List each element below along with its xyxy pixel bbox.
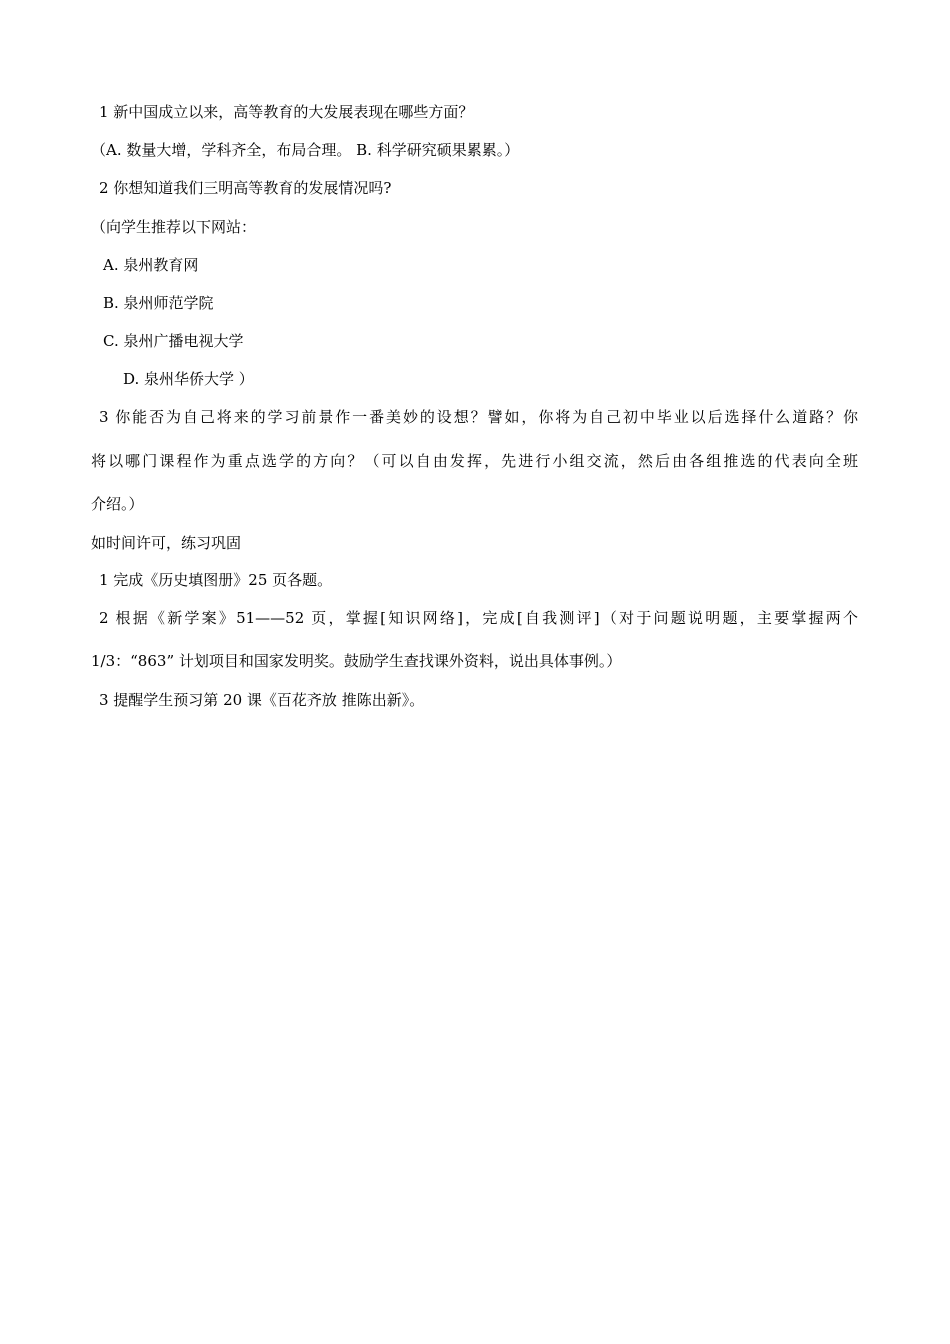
practice-item-2-line-1: 2 根据《新学案》51——52 页，掌握[知识网络]，完成[自我测评]（对于问题说明题，主要掌握两个 [99,609,858,627]
practice-item-2-line-2: 1/3：“863” 计划项目和国家发明奖。鼓励学生查找课外资料，说出具体事例。） [91,652,622,670]
website-item-c: C. 泉州广播电视大学 [103,332,244,350]
practice-heading: 如时间许可，练习巩固 [91,534,242,552]
question-2-line: 2 你想知道我们三明高等教育的发展情况吗? [99,179,392,197]
practice-item-1: 1 完成《历史填图册》25 页各题。 [99,571,333,589]
question-3-line-3: 介绍。） [91,495,144,513]
question-3-line-2: 将以哪门课程作为重点选学的方向？（可以自由发挥，先进行小组交流，然后由各组推选的代表向全班 [91,452,858,470]
answer-1-line: （A. 数量大增，学科齐全，布局合理。 B. 科学研究硕果累累。） [91,141,520,159]
website-item-d: D. 泉州华侨大学 ） [123,370,254,388]
practice-item-3: 3 提醒学生预习第 20 课《百花齐放 推陈出新》。 [99,691,425,709]
question-3-line-1: 3 你能否为自己将来的学习前景作一番美妙的设想？譬如，你将为自己初中毕业以后选择什么道路？你 [99,408,858,426]
website-item-a: A. 泉州教育网 [103,256,199,274]
website-intro-line: （向学生推荐以下网站： [91,218,257,236]
question-1-line: 1 新中国成立以来，高等教育的大发展表现在哪些方面？ [99,103,474,121]
website-item-b: B. 泉州师范学院 [103,294,214,312]
